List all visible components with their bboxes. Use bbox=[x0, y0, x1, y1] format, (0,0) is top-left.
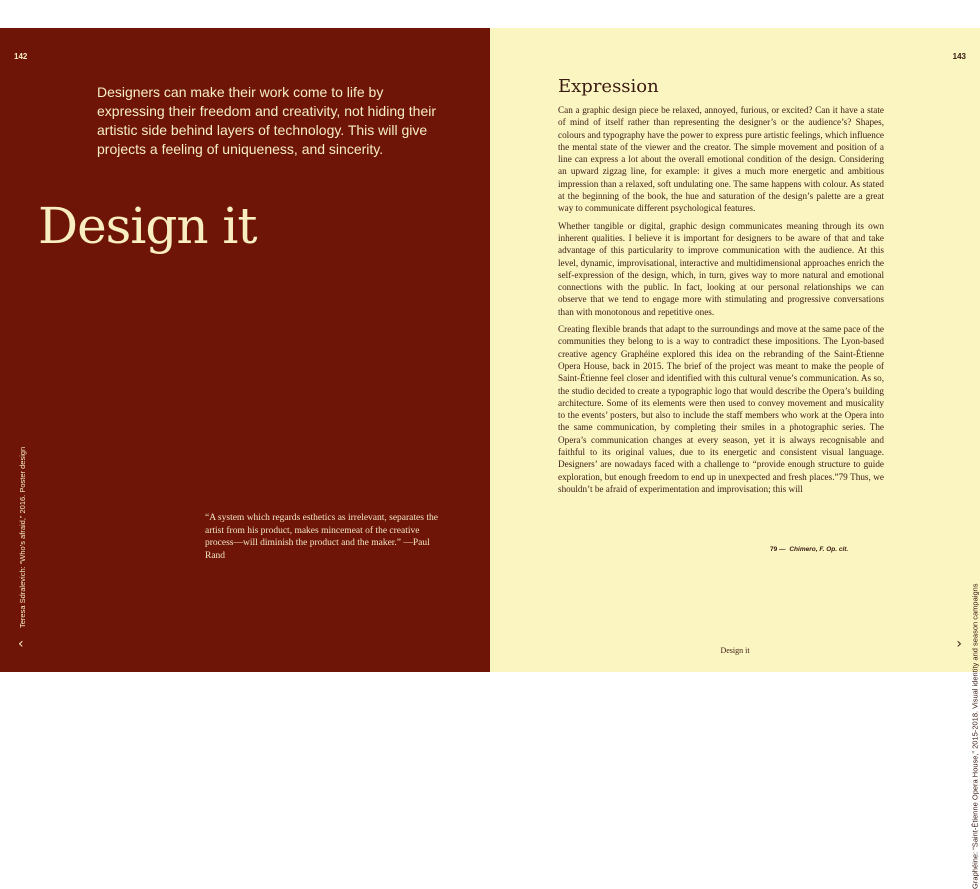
right-side-caption: Graphéine: “Saint-Étienne Opera House,” 2015-2018. Visual identity and season campaigns bbox=[970, 583, 979, 889]
page-number-left: 142 bbox=[14, 52, 28, 61]
left-side-caption: Teresa Sdralevich: “Who’s afraid,” 2016. Poster design bbox=[18, 446, 27, 628]
pull-quote: “A system which regards esthetics as irrelevant, separates the artist from his product, makes mincemeat of the creative process—will diminish the product and the maker.” —Paul Rand bbox=[205, 513, 438, 561]
right-page bbox=[490, 28, 980, 889]
footnote-text: Chimero, F. Op. cit. bbox=[789, 546, 849, 553]
intro-paragraph: Designers can make their work come to life by expressing their freedom and creativity, not hiding their artistic side behind layers of technology. This will give projects a feeling of uniqueness, and sincerity. bbox=[97, 84, 437, 157]
section-title: Expression bbox=[558, 76, 659, 97]
body-paragraph: Can a graphic design piece be relaxed, annoyed, furious, or excited? Can it have a state of mind of itself rather than representing the designer’s or the audience’s? Shapes, colours and typography have the power to express pure artistic feelings, which influence the mental state of the viewer and the creator. The simple movement and position of a line can express a lot about the overall emotional condition of the design. Considering an upward zigzag line, for example: it gives a much more energetic and ambitious impression than a relaxed, soft undulating one. The same happens with colour. As stated at the beginning of the book, the hue and saturation of the design’s palette are a great way to communicate different psychological features. bbox=[558, 105, 884, 214]
body-text bbox=[558, 104, 884, 500]
left-page bbox=[0, 28, 490, 672]
book-spread bbox=[0, 28, 980, 889]
body-paragraph: Creating flexible brands that adapt to the surroundings and move at the same pace of the communities they belong to is a way to contradict these impositions. The Lyon-based creative agency Graphéine explored this idea on the rebranding of the Saint-Étienne Opera House, back in 2015. The brief of the project was meant to make the people of Saint-Étienne feel closer and identified with this cultural venue’s communication. As so, the studio decided to create a typographic logo that would describe the Opera’s building architecture. Some of its elements were then used to convey movement and musicality to the events’ posters, but also to include the staff members who work at the Opera into the same communication, by completing their smiles in a photographic series. The Opera’s communication changes at every season, yet it is always recognisable and faithful to its original values, due to its energetic and consistent visual language. Designers’ are nowadays faced with a challenge to “provide enough structure to guide exploration, but enough freedom to end up in unexpected and fresh places.”79 Thus, we shouldn’t be afraid of experimentation and improvisation; this will bbox=[558, 324, 884, 494]
next-page-arrow-icon[interactable]: › bbox=[956, 636, 962, 652]
footnote-number: 79 — bbox=[770, 546, 786, 553]
chapter-title: Design it bbox=[38, 197, 257, 255]
running-footer: Design it bbox=[720, 646, 750, 655]
prev-page-arrow-icon[interactable]: ‹ bbox=[18, 636, 24, 652]
page-number-right: 143 bbox=[952, 52, 966, 61]
footnote bbox=[770, 546, 880, 553]
body-paragraph: Whether tangible or digital, graphic design communicates meaning through its own inherent qualities. I believe it is important for designers to be aware of that and take advantage of this particularity to improve communication with the audience. At this level, dynamic, improvisational, interactive and multidimensional approaches enrich the self-expression of the design, which, in turn, gives way to more natural and emotional connections with the public. In fact, looking at our personal relationships we can observe that we tend to engage more with stimulating and progressive conversations than with monotonous and repetitive ones. bbox=[558, 220, 884, 317]
